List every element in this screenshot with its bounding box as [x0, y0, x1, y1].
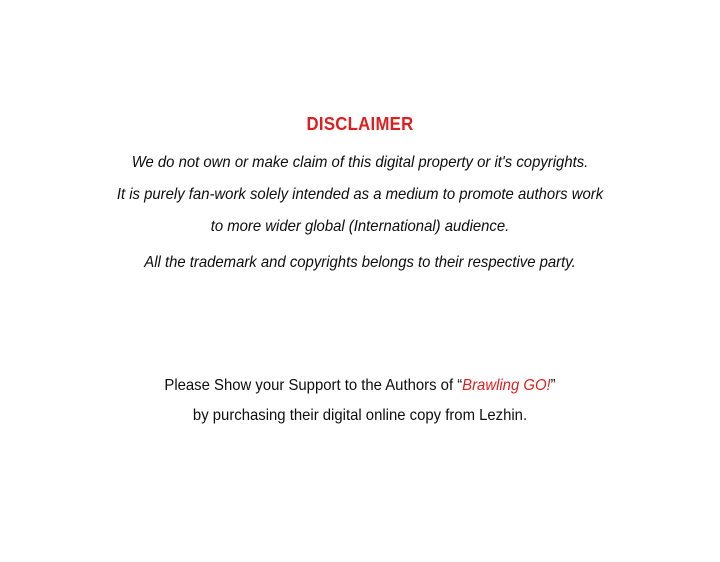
support-line-prefix: Please Show your Support to the Authors of “	[164, 377, 463, 394]
disclaimer-heading: DISCLAIMER	[306, 114, 414, 134]
disclaimer-body-paragraph	[25, 147, 695, 243]
disclaimer-body-line-3: to more wider global (International) audience.	[210, 218, 510, 235]
comic-title-text: Brawling GO!	[462, 377, 551, 394]
support-line-suffix: ”	[550, 377, 556, 394]
support-line-2: by purchasing their digital online copy from Lezhin.	[192, 407, 528, 424]
disclaimer-body-line-1: We do not own or make claim of this digital property or it's copyrights.	[131, 154, 589, 171]
trademark-line: All the trademark and copyrights belongs to their respective party.	[144, 254, 576, 271]
disclaimer-body-line-2: It is purely fan-work solely intended as a medium to promote authors work	[116, 186, 604, 203]
support-paragraph	[25, 371, 695, 431]
support-line-1	[25, 371, 695, 401]
